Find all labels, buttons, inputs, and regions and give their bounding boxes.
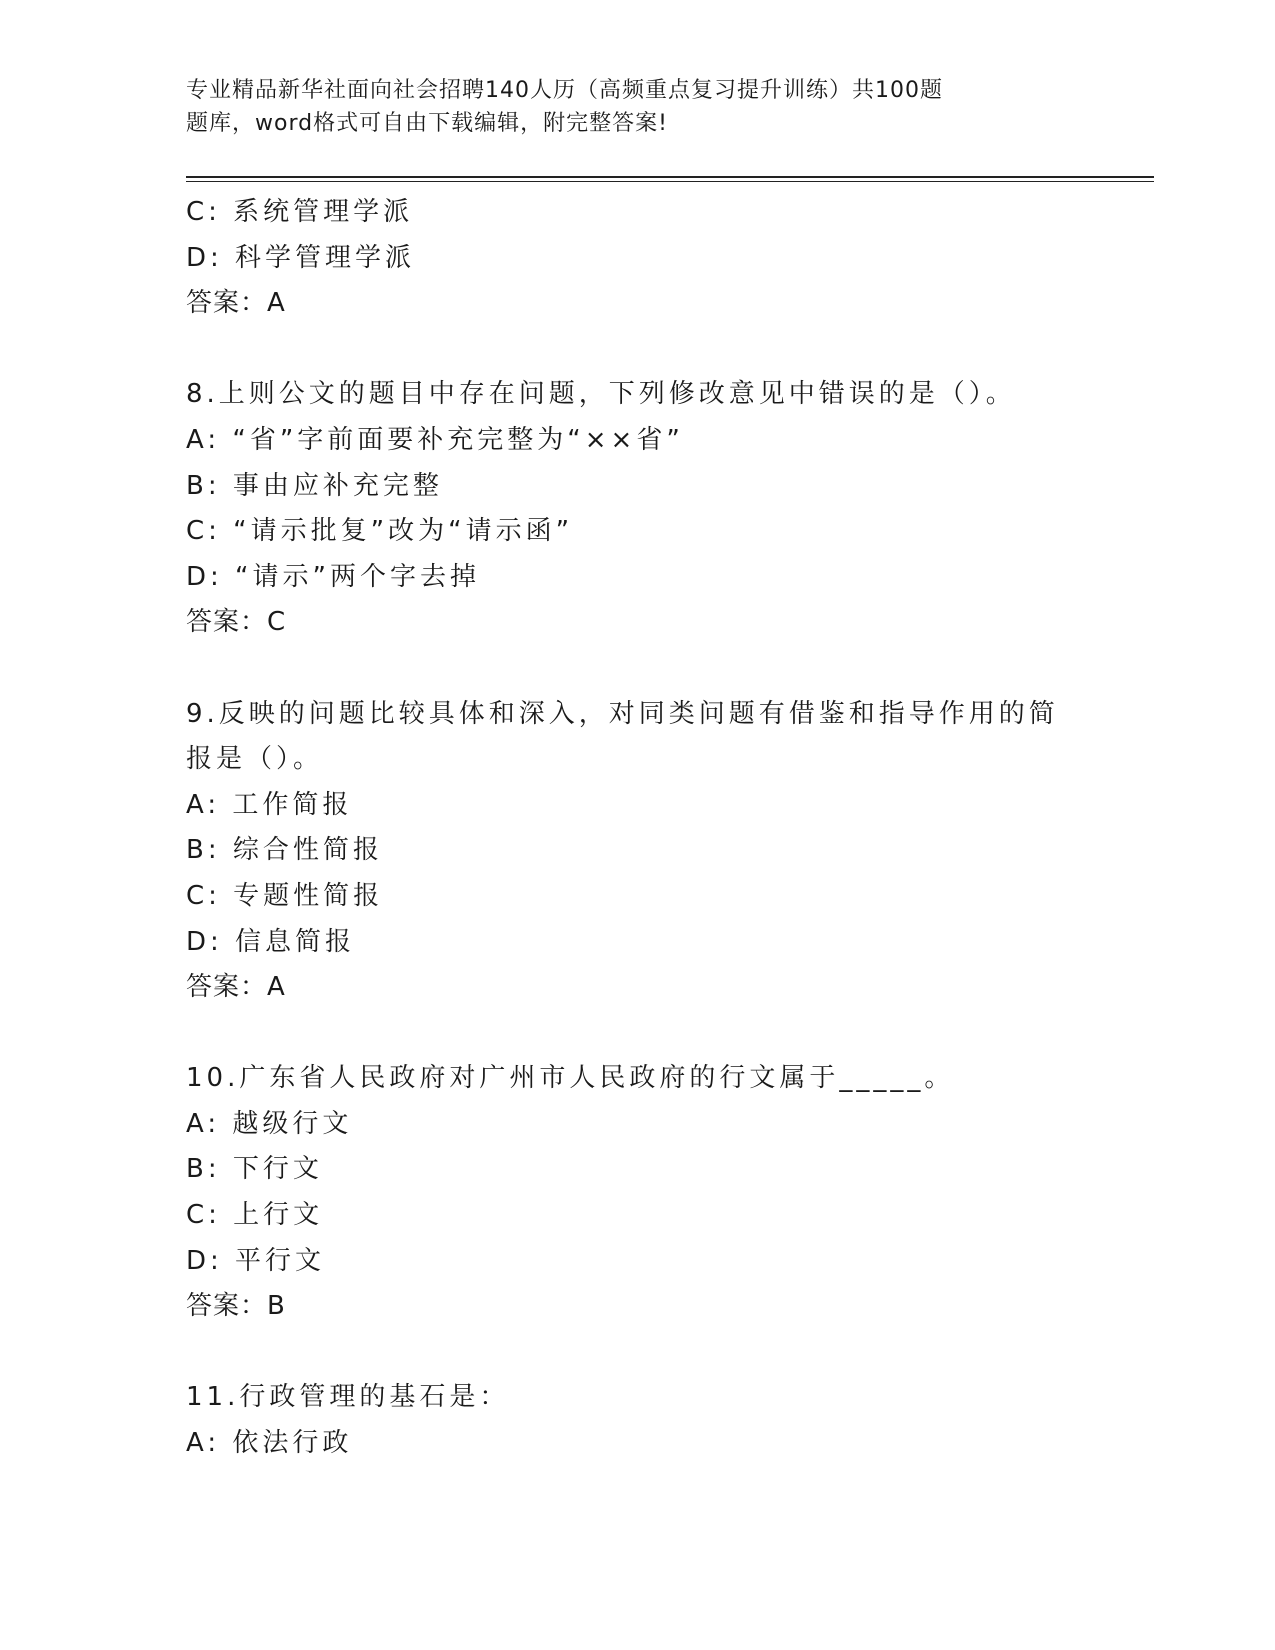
question-9 xyxy=(186,692,1126,1011)
option-d: D: “请示”两个字去掉 xyxy=(186,561,480,592)
spacer xyxy=(186,1330,1126,1376)
answer-line xyxy=(186,600,1126,646)
answer-value: B xyxy=(267,1291,286,1322)
answer-value: C xyxy=(267,607,287,638)
answer-label: 答案： xyxy=(186,288,268,319)
option-a: A: 越级行文 xyxy=(186,1108,353,1139)
answer-value: A xyxy=(267,288,286,319)
question-8 xyxy=(186,372,1126,646)
option-b: B: 事由应补充完整 xyxy=(186,470,443,501)
option-b: B: 下行文 xyxy=(186,1154,323,1185)
header-title-line-2: 题库，word格式可自由下载编辑，附完整答案! xyxy=(186,111,668,136)
question-stem: 11.行政管理的基石是： xyxy=(186,1382,510,1413)
answer-value: A xyxy=(267,972,286,1003)
header-title-line-1: 专业精品新华社面向社会招聘140人历（高频重点复习提升训练）共100题 xyxy=(186,78,943,103)
option-a: A: 依法行政 xyxy=(186,1428,353,1459)
question-stem: 9.反映的问题比较具体和深入，对同类问题有借鉴和指导作用的简报是（）。 xyxy=(186,698,1059,775)
question-10 xyxy=(186,1056,1126,1330)
option-d: D: 信息简报 xyxy=(186,926,356,957)
option-b: B: 综合性简报 xyxy=(186,835,383,866)
option-d: D: 平行文 xyxy=(186,1245,326,1276)
option-c: C: 上行文 xyxy=(186,1200,324,1231)
option-d: D: 科学管理学派 xyxy=(186,242,416,273)
option-c: C: 系统管理学派 xyxy=(186,197,414,227)
spacer xyxy=(186,1011,1126,1057)
answer-label: 答案： xyxy=(186,607,268,638)
option-c: C: 专题性简报 xyxy=(186,880,384,911)
header-divider-thick xyxy=(186,176,1154,178)
answer-line xyxy=(186,281,1126,327)
header-divider-thin xyxy=(186,181,1154,182)
document-header xyxy=(186,74,1086,140)
answer-line xyxy=(186,965,1126,1011)
question-11 xyxy=(186,1375,1126,1466)
spacer xyxy=(186,646,1126,692)
answer-label: 答案： xyxy=(186,972,268,1003)
option-a: A: “省”字前面要补充完整为“××省” xyxy=(186,424,684,455)
question-stem: 8.上则公文的题目中存在问题，下列修改意见中错误的是（）。 xyxy=(186,379,1016,410)
option-c: C: “请示批复”改为“请示函” xyxy=(186,516,574,547)
question-7-tail xyxy=(186,190,1126,327)
answer-line xyxy=(186,1284,1126,1330)
spacer xyxy=(186,327,1126,373)
option-a: A: 工作简报 xyxy=(186,789,353,820)
answer-label: 答案： xyxy=(186,1291,268,1322)
question-list xyxy=(186,190,1126,1467)
question-stem: 10.广东省人民政府对广州市人民政府的行文属于_____。 xyxy=(186,1063,955,1094)
